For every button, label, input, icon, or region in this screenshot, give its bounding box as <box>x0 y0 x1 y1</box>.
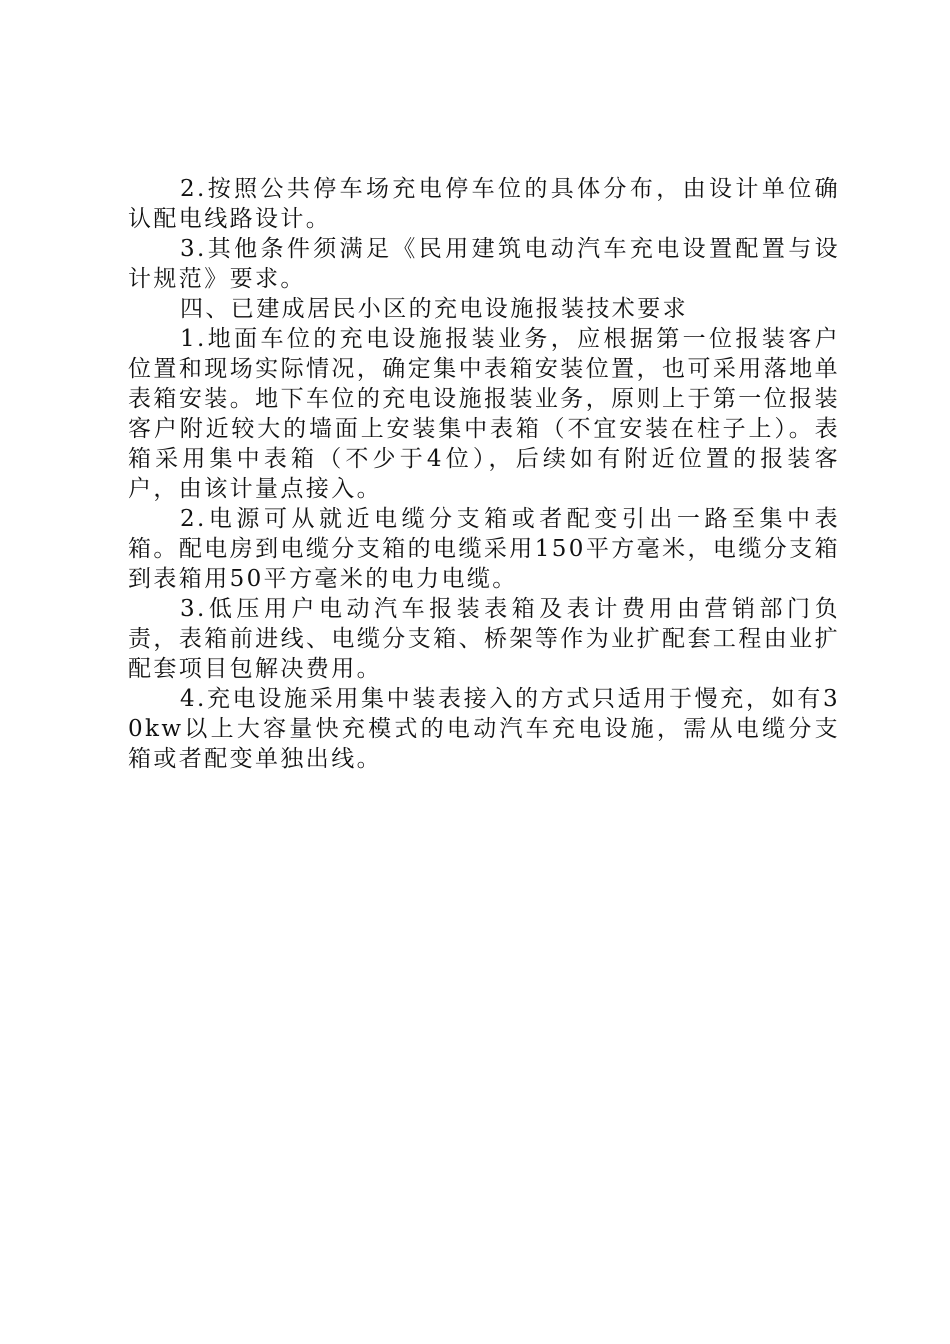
paragraph-slow-fast-charging: 4.充电设施采用集中装表接入的方式只适用于慢充，如有30kw以上大容量快充模式的电动汽车充电设施，需从电缆分支箱或者配变单独出线。 <box>128 686 840 772</box>
paragraph-other-conditions: 3.其他条件须满足《民用建筑电动汽车充电设置配置与设计规范》要求。 <box>128 236 840 292</box>
paragraph-ground-parking: 1.地面车位的充电设施报装业务，应根据第一位报装客户位置和现场实际情况，确定集中表箱安装位置，也可采用落地单表箱安装。地下车位的充电设施报装业务，原则上于第一位报装客户附近较大的墙面上安装集中表箱（不宜安装在柱子上）。表箱采用集中表箱（不少于4位），后续如有附近位置的报装客户，由该计量点接入。 <box>128 326 840 502</box>
section-heading-existing-residential: 四、已建成居民小区的充电设施报装技术要求 <box>180 296 688 322</box>
paragraph-public-parking-design: 2.按照公共停车场充电停车位的具体分布，由设计单位确认配电线路设计。 <box>128 176 840 232</box>
document-body <box>128 174 840 774</box>
paragraph-power-source: 2.电源可从就近电缆分支箱或者配变引出一路至集中表箱。配电房到电缆分支箱的电缆采用150平方毫米，电缆分支箱到表箱用50平方毫米的电力电缆。 <box>128 506 840 592</box>
paragraph-meter-box-costs: 3.低压用户电动汽车报装表箱及表计费用由营销部门负责，表箱前进线、电缆分支箱、桥架等作为业扩配套工程由业扩配套项目包解决费用。 <box>128 596 840 682</box>
